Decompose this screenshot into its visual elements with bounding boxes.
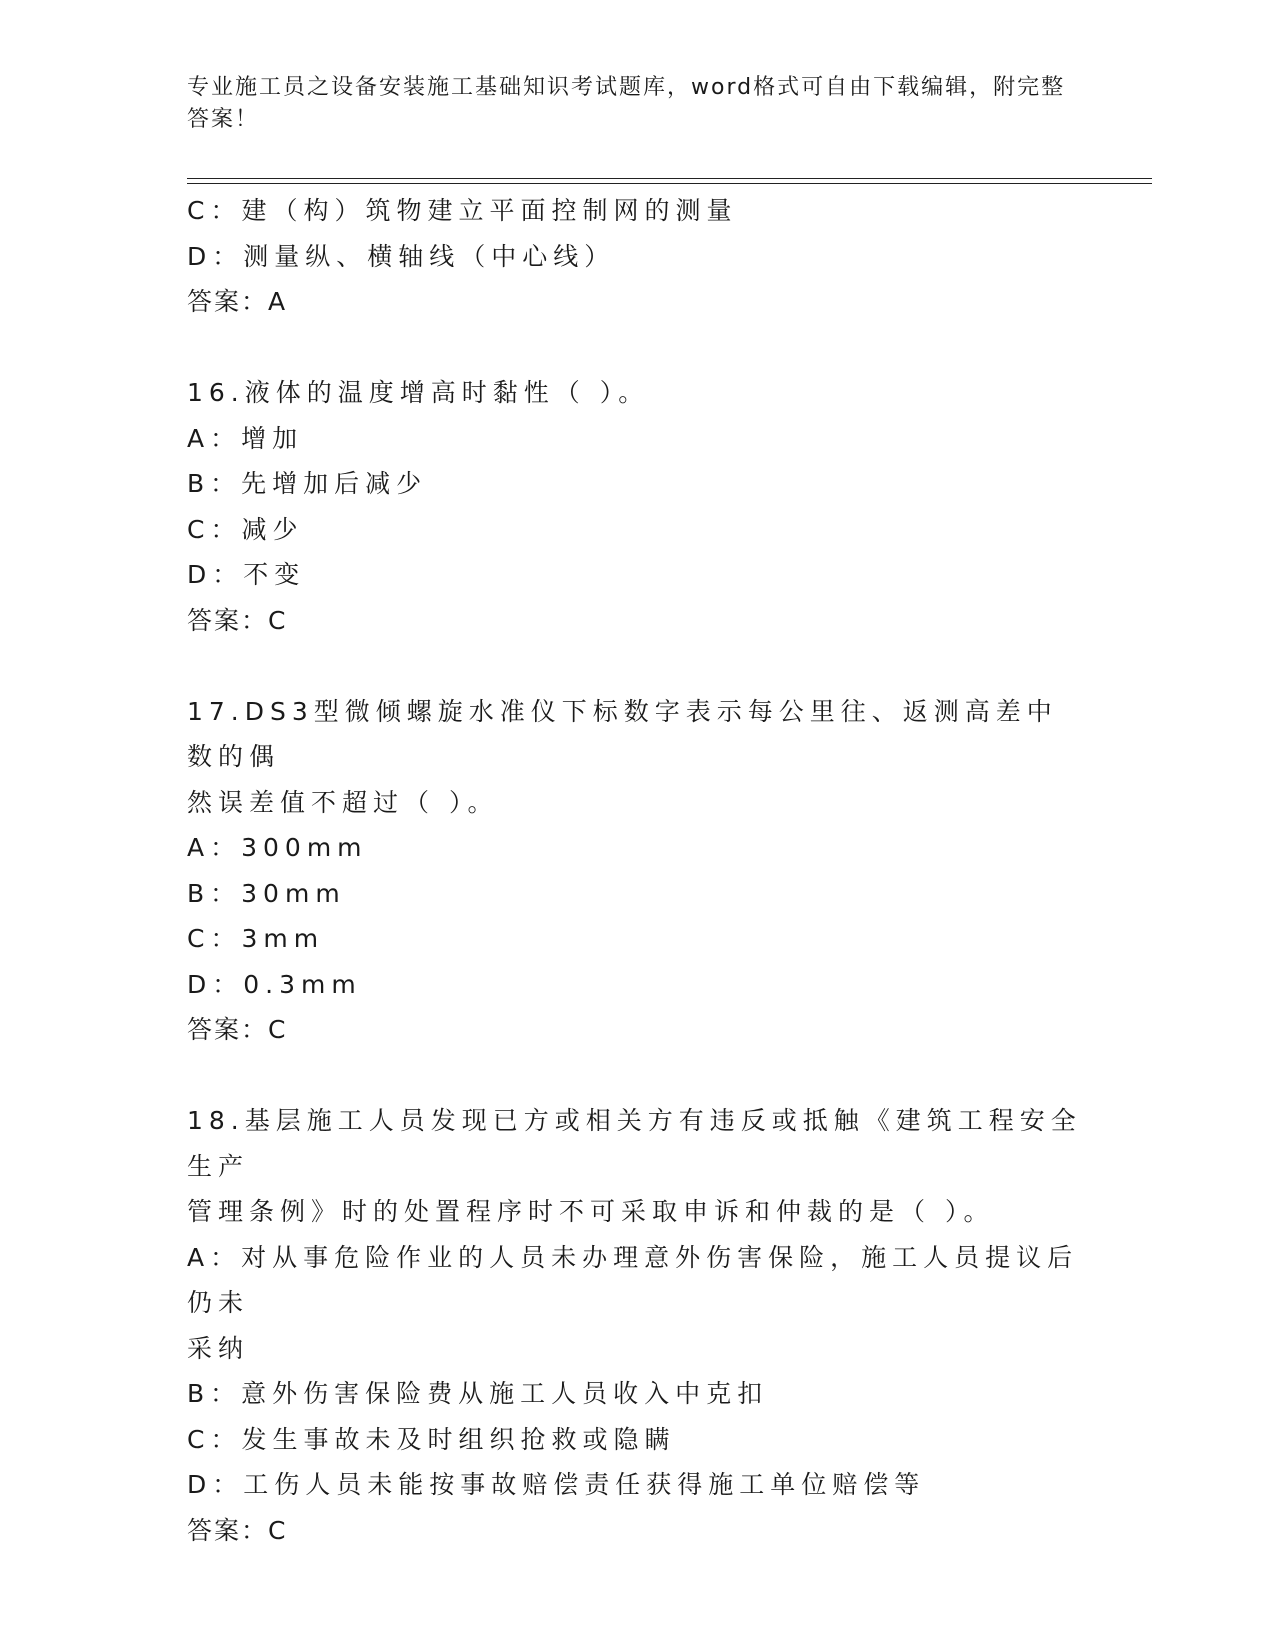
question-stem: 17.DS3型微倾螺旋水准仪下标数字表示每公里往、返测高差中数的偶 xyxy=(187,696,1058,771)
header-rule-top xyxy=(187,178,1152,179)
option-b: B：先增加后减少 xyxy=(187,469,428,498)
answer-line: 答案：A xyxy=(187,287,288,316)
spacer xyxy=(187,1053,1087,1099)
option-d: D：测量纵、横轴线（中心线） xyxy=(187,241,616,271)
option-a: A：对从事危险作业的人员未办理意外伤害保险，施工人员提议后仍未 xyxy=(187,1242,1079,1317)
spacer xyxy=(187,643,1087,689)
header-rule-bottom xyxy=(187,183,1152,184)
spacer xyxy=(187,325,1087,371)
question-stem: 16.液体的温度增高时黏性（ ）。 xyxy=(187,378,650,407)
option-c: C：3mm xyxy=(187,924,325,953)
option-a-cont: 采纳 xyxy=(187,1333,250,1363)
option-d: D：0.3mm xyxy=(187,969,362,999)
page-header: 专业施工员之设备安装施工基础知识考试题库，word格式可自由下载编辑，附完整答案！ xyxy=(187,75,1066,132)
question-stem-cont: 然误差值不超过（ ）。 xyxy=(187,787,499,817)
option-a: A：300mm xyxy=(187,833,368,862)
option-a: A：增加 xyxy=(187,423,304,453)
option-b: B：意外伤害保险费从施工人员收入中克扣 xyxy=(187,1379,769,1408)
question-stem-cont: 管理条例》时的处置程序时不可采取申诉和仲裁的是（ ）。 xyxy=(187,1197,995,1226)
question-content xyxy=(187,188,1087,1553)
option-c: C：发生事故未及时组织抢救或隐瞒 xyxy=(187,1424,676,1454)
option-d: D：工伤人员未能按事故赔偿责任获得施工单位赔偿等 xyxy=(187,1470,926,1499)
option-b: B：30mm xyxy=(187,878,346,908)
answer-line: 答案：C xyxy=(187,1515,288,1545)
option-d: D：不变 xyxy=(187,560,306,589)
question-16 xyxy=(187,370,1087,643)
question-18 xyxy=(187,1098,1087,1553)
option-c: C：减少 xyxy=(187,514,304,544)
question-stem: 18.基层施工人员发现已方或相关方有违反或抵触《建筑工程安全生产 xyxy=(187,1106,1082,1181)
answer-line: 答案：C xyxy=(187,1015,288,1044)
option-c: C：建（构）筑物建立平面控制网的测量 xyxy=(187,196,738,225)
question-17 xyxy=(187,689,1087,1053)
prev-question xyxy=(187,188,1087,325)
answer-line: 答案：C xyxy=(187,605,288,635)
